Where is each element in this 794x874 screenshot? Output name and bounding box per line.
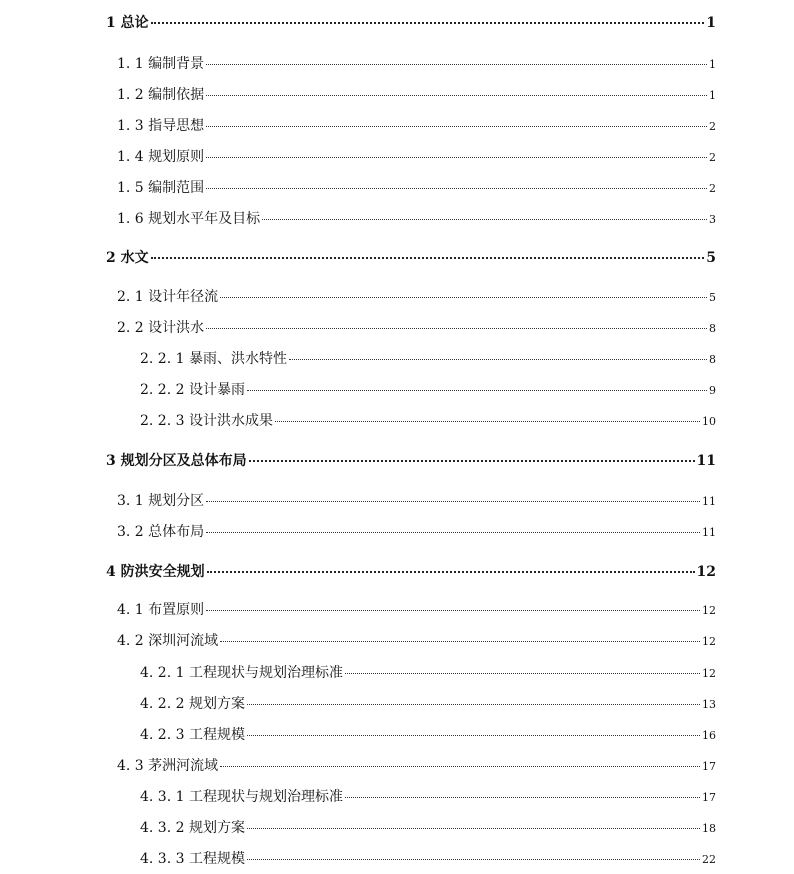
dot-leader	[206, 188, 707, 189]
toc-page-number: 12	[702, 635, 716, 648]
toc-entry-label: 1. 3 指导思想	[117, 118, 205, 134]
toc-entry-label: 3. 1 规划分区	[117, 493, 205, 509]
toc-entry[interactable]	[117, 521, 716, 541]
toc-entry-label: 1. 2 编制依据	[117, 87, 205, 103]
toc-page-number: 9	[709, 384, 716, 397]
toc-entry-label: 4. 2. 3 工程规模	[140, 727, 245, 743]
toc-entry[interactable]	[117, 317, 716, 337]
toc-entry[interactable]	[117, 286, 716, 306]
toc-entry-label: 1 总论	[106, 15, 149, 31]
toc-entry-label: 1. 1 编制背景	[117, 56, 205, 72]
toc-entry[interactable]	[106, 450, 716, 470]
toc-entry-label: 1. 5 编制范围	[117, 180, 205, 196]
toc-page-number: 2	[709, 120, 716, 133]
dot-leader	[206, 610, 700, 611]
toc-entry-label: 2. 1 设计年径流	[117, 289, 219, 305]
toc-entry[interactable]	[117, 84, 716, 104]
toc-entry-label: 4. 3 茅洲河流域	[117, 758, 219, 774]
toc-entry-label: 3 规划分区及总体布局	[106, 453, 247, 469]
dot-leader	[275, 421, 700, 422]
dot-leader	[151, 22, 705, 24]
toc-entry[interactable]	[117, 490, 716, 510]
toc-entry-label: 2. 2. 3 设计洪水成果	[140, 413, 273, 429]
dot-leader	[207, 571, 695, 573]
dot-leader	[247, 735, 700, 736]
toc-page-number: 17	[702, 760, 716, 773]
toc-page-number: 12	[702, 604, 716, 617]
toc-entry[interactable]	[106, 247, 716, 267]
toc-entry-label: 4. 1 布置原则	[117, 602, 205, 618]
dot-leader	[206, 328, 707, 329]
toc-page-number: 16	[702, 729, 716, 742]
toc-entry-label: 2. 2 设计洪水	[117, 320, 205, 336]
toc-entry[interactable]	[106, 561, 716, 581]
toc-page-number: 12	[702, 667, 716, 680]
toc-page-number: 3	[709, 213, 716, 226]
toc-page-number: 2	[709, 182, 716, 195]
toc-entry-label: 4. 2. 2 规划方案	[140, 696, 245, 712]
dot-leader	[247, 390, 707, 391]
toc-entry-label: 4 防洪安全规划	[106, 564, 205, 580]
toc-entry[interactable]	[117, 755, 716, 775]
dot-leader	[206, 501, 700, 502]
dot-leader	[206, 95, 707, 96]
toc-page-number: 17	[702, 791, 716, 804]
dot-leader	[206, 64, 707, 65]
toc-entry-label: 3. 2 总体布局	[117, 524, 205, 540]
toc-page-number: 5	[706, 250, 716, 266]
toc-page-number: 11	[696, 453, 716, 469]
toc-entry-label: 4. 2. 1 工程现状与规划治理标准	[140, 665, 343, 681]
toc-entry[interactable]	[117, 53, 716, 73]
dot-leader	[345, 797, 700, 798]
toc-page-number: 10	[702, 415, 716, 428]
dot-leader	[345, 673, 700, 674]
toc-entry-label: 1. 6 规划水平年及目标	[117, 211, 261, 227]
toc-page-number: 1	[709, 89, 716, 102]
dot-leader	[247, 704, 700, 705]
toc-entry-label: 2. 2. 2 设计暴雨	[140, 382, 245, 398]
dot-leader	[262, 219, 707, 220]
toc-entry-label: 4. 3. 1 工程现状与规划治理标准	[140, 789, 343, 805]
toc-page-number: 8	[709, 322, 716, 335]
toc-entry-label: 2 水文	[106, 250, 149, 266]
dot-leader	[220, 641, 700, 642]
toc-page-number: 11	[702, 495, 716, 508]
toc-page-number: 13	[702, 698, 716, 711]
toc-entry[interactable]	[140, 348, 716, 368]
toc-entry[interactable]	[117, 115, 716, 135]
dot-leader	[220, 297, 707, 298]
dot-leader	[151, 257, 705, 259]
dot-leader	[249, 460, 695, 462]
toc-page-number: 11	[702, 526, 716, 539]
dot-leader	[220, 766, 700, 767]
toc-entry-label: 2. 2. 1 暴雨、洪水特性	[140, 351, 287, 367]
toc-entry[interactable]	[117, 177, 716, 197]
toc-entry[interactable]	[117, 599, 716, 619]
toc-page-number: 1	[706, 15, 716, 31]
toc-page-number: 1	[709, 58, 716, 71]
toc-entry[interactable]	[140, 724, 716, 744]
dot-leader	[206, 126, 707, 127]
toc-entry[interactable]	[140, 662, 716, 682]
toc-entry[interactable]	[117, 630, 716, 650]
dot-leader	[206, 157, 707, 158]
dot-leader	[206, 532, 700, 533]
toc-entry[interactable]	[140, 817, 716, 837]
toc-entry[interactable]	[140, 848, 716, 868]
toc-page-number: 8	[709, 353, 716, 366]
dot-leader	[247, 828, 700, 829]
toc-entry[interactable]	[140, 379, 716, 399]
toc-page-number: 12	[696, 564, 716, 580]
toc-page-number: 22	[702, 853, 716, 866]
dot-leader	[289, 359, 707, 360]
toc-page-number: 18	[702, 822, 716, 835]
toc-entry[interactable]	[117, 146, 716, 166]
toc-entry[interactable]	[140, 786, 716, 806]
toc-entry[interactable]	[106, 12, 716, 32]
toc-page-number: 2	[709, 151, 716, 164]
toc-entry[interactable]	[117, 208, 716, 228]
toc-entry-label: 4. 3. 2 规划方案	[140, 820, 245, 836]
dot-leader	[247, 859, 700, 860]
toc-entry[interactable]	[140, 693, 716, 713]
toc-page-number: 5	[709, 291, 716, 304]
toc-entry[interactable]	[140, 410, 716, 430]
toc-entry-label: 4. 3. 3 工程规模	[140, 851, 245, 867]
toc-entry-label: 1. 4 规划原则	[117, 149, 205, 165]
toc-entry-label: 4. 2 深圳河流域	[117, 633, 219, 649]
